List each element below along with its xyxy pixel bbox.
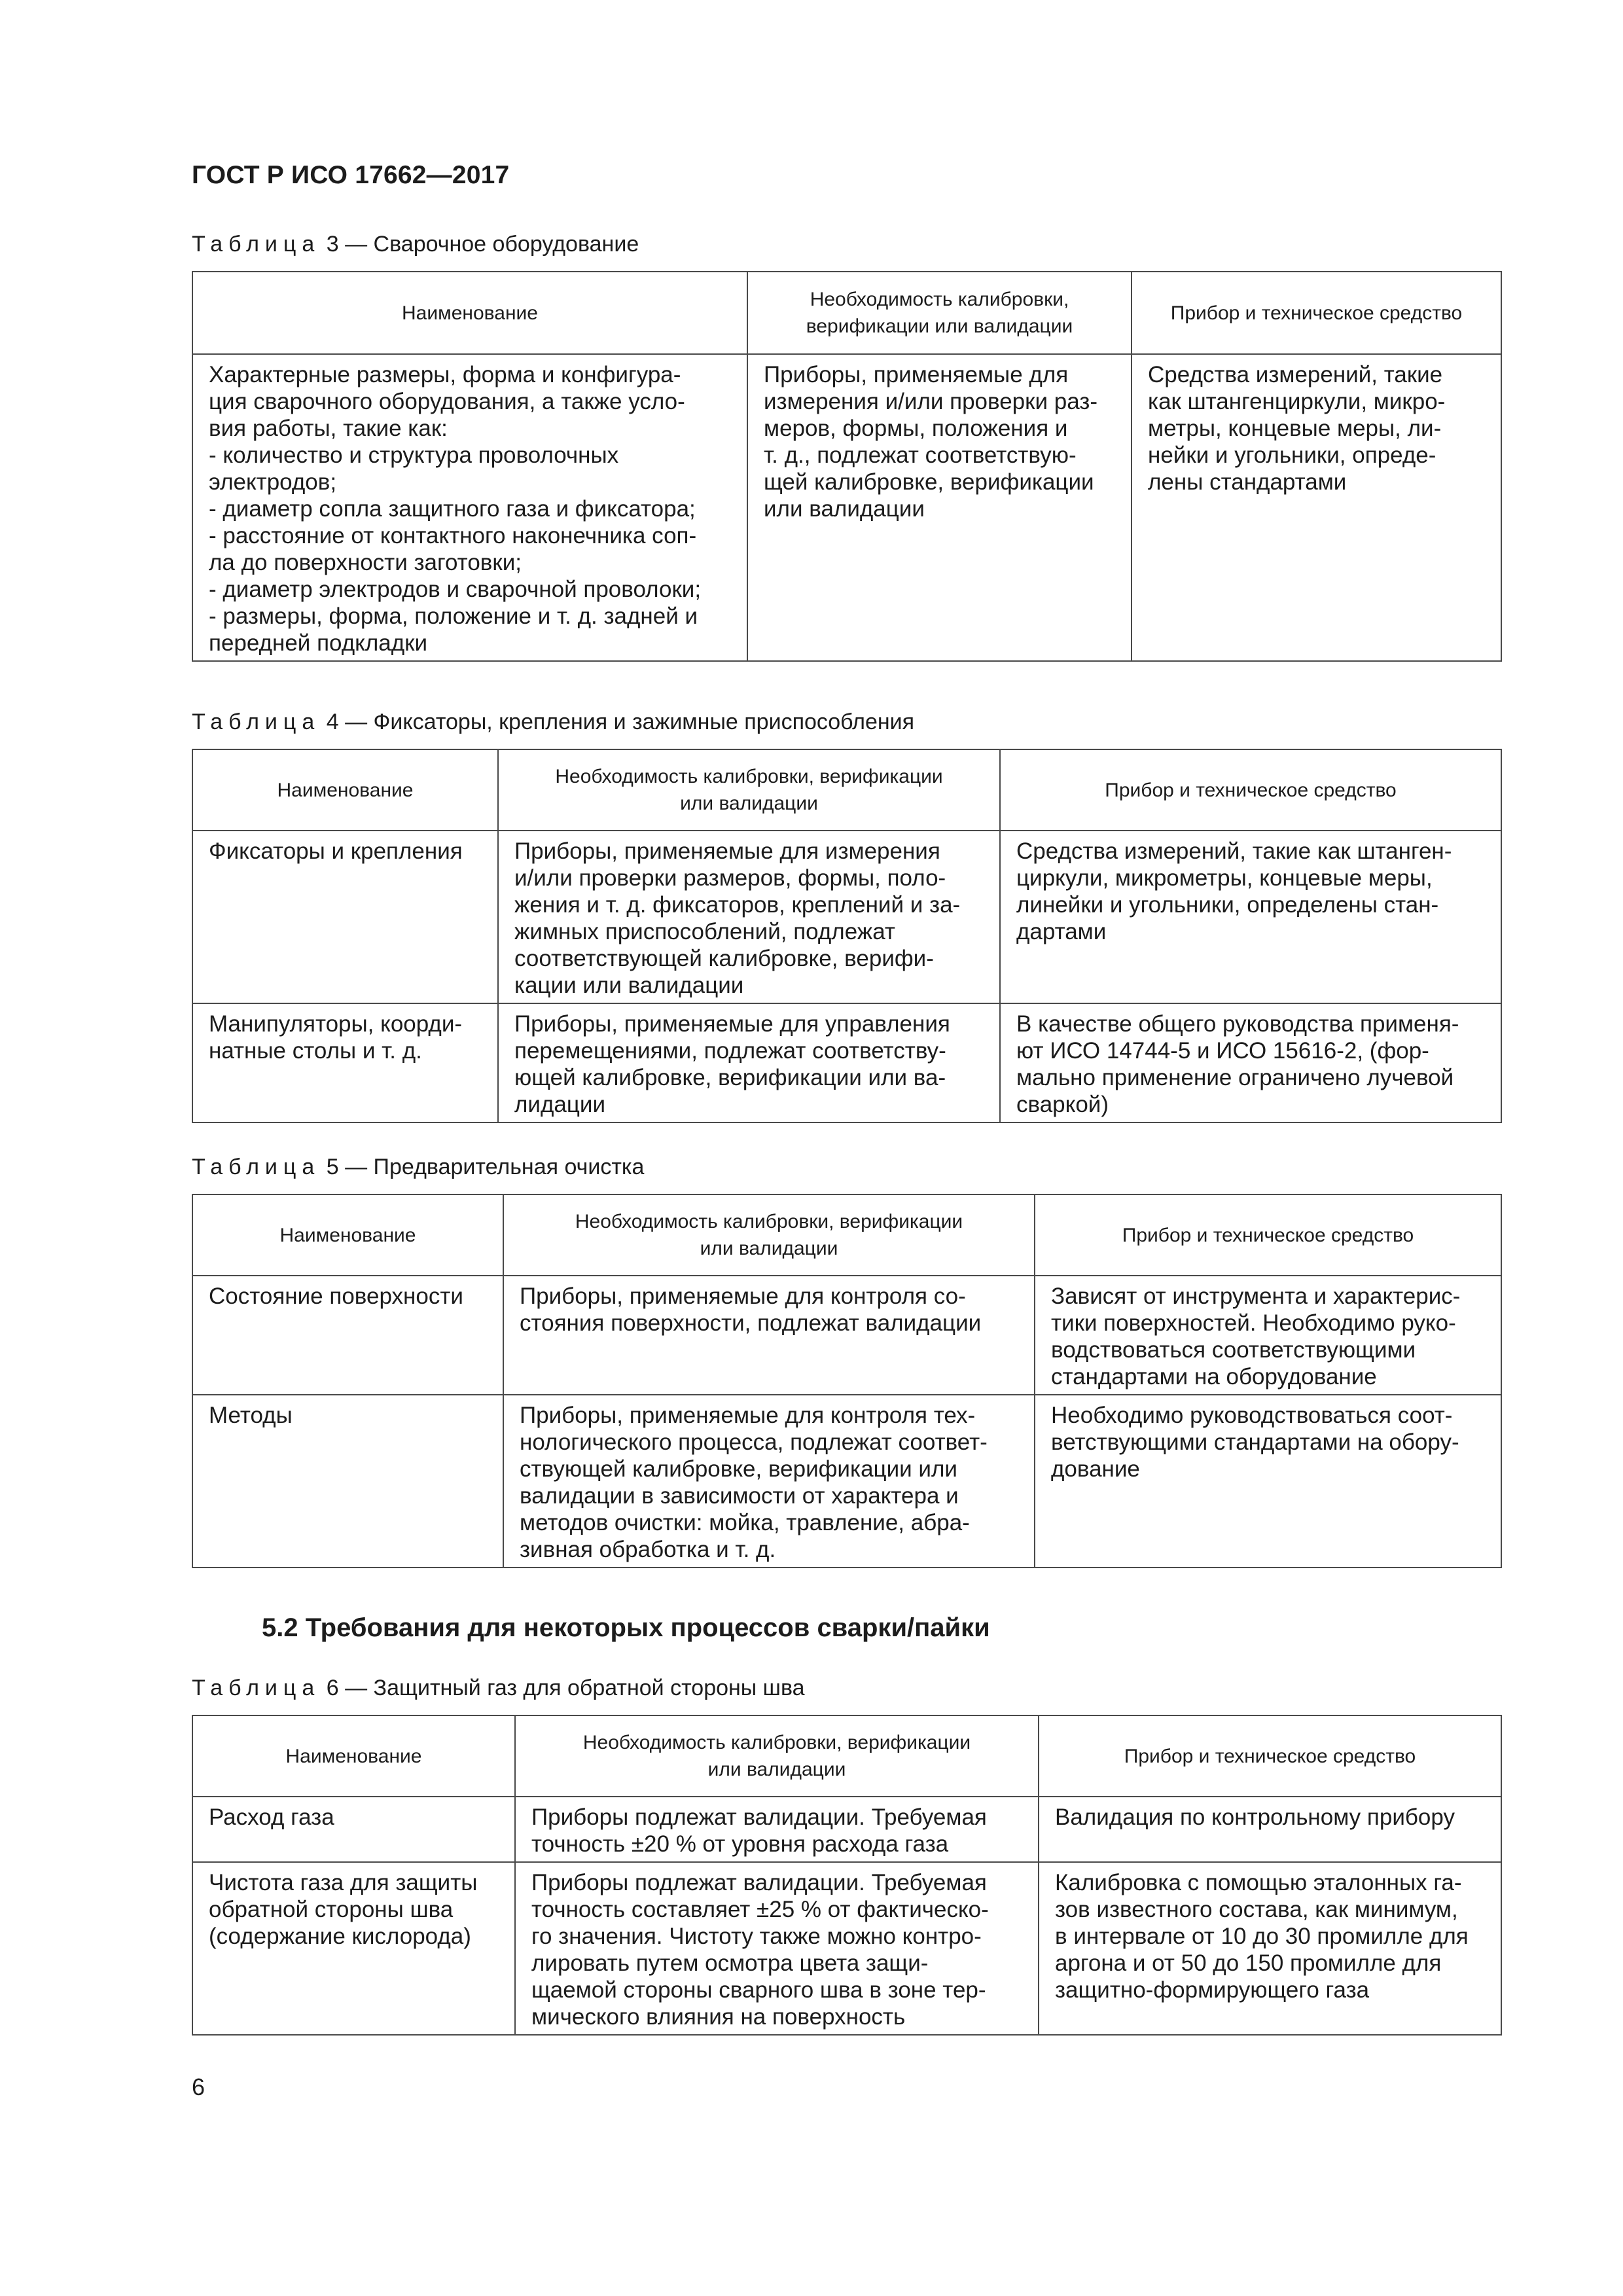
cell-text-line: - расстояние от контактного наконечника соп- [209,523,697,548]
cell-text-line: ла до поверхности заготовки; [209,550,522,575]
cell-text-line: зов известного состава, как минимум, [1055,1897,1458,1922]
table-row [192,1797,1501,1862]
column-header [515,1715,1039,1797]
cell-text-line: го значения. Чистоту также можно контро- [531,1924,982,1949]
cell-text-line: щей калибровке, верификации [764,469,1094,495]
cell-text-line: Приборы, применяемые для [764,362,1069,387]
cell-text-line: в интервале от 10 до 30 промилле для [1055,1924,1469,1949]
cell-text-line: натные столы и т. д. [209,1038,422,1064]
cell-text-line: метры, концевые меры, ли- [1148,416,1442,441]
cell-text-line: Фиксаторы и крепления [209,838,463,864]
table-caption-word: Таблица [192,1155,321,1179]
cell-text-line: - диаметр сопла защитного газа и фиксатора; [209,496,696,522]
header-text-line: Наименование [277,779,414,801]
cell-text-line: тики поверхностей. Необходимо руко- [1051,1310,1456,1336]
header-text-line: Прибор и техническое средство [1124,1745,1416,1767]
cell-text-line: жимных приспособлений, подлежат [514,919,895,944]
table-row [192,1003,1501,1122]
cell-text-line: мического влияния на поверхность [531,2004,906,2030]
cell-text-line: и/или проверки размеров, формы, поло- [514,865,946,891]
column-header [192,1194,503,1276]
cell-text-line: мально применение ограничено лучевой [1016,1065,1454,1090]
table-caption-text: 3 — Сварочное оборудование [320,232,639,257]
cell-text-line: ция сварочного оборудования, а также усло- [209,389,685,414]
cell-text-line: измерения и/или проверки раз- [764,389,1097,414]
cell-text-line: лидации [514,1092,606,1117]
cell-text-line: дартами [1016,919,1107,944]
header-text-line: Необходимость калибровки, верификации [575,1211,963,1232]
cell-text-line: точность составляет ±25 % от фактическо- [531,1897,989,1922]
cell-text-line: нейки и угольники, опреде- [1148,442,1436,468]
table-cell [515,1862,1039,2035]
cell-text-line: методов очистки: мойка, травление, абра- [520,1510,970,1535]
cell-text-line: сваркой) [1016,1092,1109,1117]
cell-text-line: нологического процесса, подлежат соответ- [520,1429,988,1455]
cell-text-line: Зависят от инструмента и характерис- [1051,1283,1461,1309]
header-text-line: Необходимость калибровки, верификации [555,766,943,787]
table-cell [1035,1395,1501,1568]
cell-text-line: (содержание кислорода) [209,1924,471,1949]
table-row [192,1862,1501,2035]
column-header [1039,1715,1501,1797]
cell-text-line: Приборы, применяемые для контроля со- [520,1283,966,1309]
table-cell [1000,1003,1501,1122]
cell-text-line: стояния поверхности, подлежат валидации [520,1310,982,1336]
cell-text-line: валидации в зависимости от характера и [520,1483,959,1509]
cell-text-line: водствоваться соответствующими [1051,1337,1416,1363]
table-fixtures [192,749,1502,1123]
cell-text-line: перемещениями, подлежат соответству- [514,1038,946,1064]
cell-text-line: циркули, микрометры, концевые меры, [1016,865,1433,891]
header-text-line: верификации или валидации [806,315,1073,337]
column-header [1132,272,1501,354]
cell-text-line: ют ИСО 14744-5 и ИСО 15616-2, (фор- [1016,1038,1429,1064]
table-cell [192,1395,503,1568]
header-text-line: Наименование [279,1224,416,1246]
cell-text-line: вия работы, такие как: [209,416,448,441]
section-heading: 5.2 Требования для некоторых процессов сварки/пайки [262,1613,990,1642]
column-header [498,749,1000,831]
cell-text-line: соответствующей калибровке, верифи- [514,946,934,971]
cell-text-line: Манипуляторы, коорди- [209,1011,463,1037]
table-row [192,354,1501,661]
table-6-caption [192,1676,805,1701]
cell-text-line: В качестве общего руководства применя- [1016,1011,1459,1037]
table-4-caption [192,709,914,735]
cell-text-line: стандартами на оборудование [1051,1364,1377,1390]
table-cell [498,831,1000,1003]
cell-text-line: точность ±20 % от уровня расхода газа [531,1831,949,1857]
table-caption-text: 4 — Фиксаторы, крепления и зажимные приспособления [320,709,915,734]
table-cell [192,1003,498,1122]
standard-title: ГОСТ Р ИСО 17662—2017 [192,161,510,189]
table-caption-word: Таблица [192,232,321,257]
table-row [192,1395,1501,1568]
cell-text-line: Приборы, применяемые для измерения [514,838,940,864]
cell-text-line: кации или валидации [514,973,744,998]
table-cell [503,1276,1035,1395]
cell-text-line: Средства измерений, такие [1148,362,1443,387]
column-header [1035,1194,1501,1276]
table-caption-text: 6 — Защитный газ для обратной стороны шва [320,1676,805,1700]
cell-text-line: как штангенциркули, микро- [1148,389,1446,414]
cell-text-line: Приборы, применяемые для управления [514,1011,950,1037]
cell-text-line: - размеры, форма, положение и т. д. задней и [209,603,698,629]
table-caption-word: Таблица [192,1676,321,1700]
cell-text-line: аргона и от 50 до 150 промилле для [1055,1950,1442,1976]
cell-text-line: передней подкладки [209,630,428,656]
table-cell [192,1797,515,1862]
table-welding-equipment [192,271,1502,662]
table-cell [1035,1276,1501,1395]
header-text-line: или валидации [700,1238,838,1259]
cell-text-line: лировать путем осмотра цвета защи- [531,1950,929,1976]
table-cell [1039,1862,1501,2035]
column-header [192,272,747,354]
table-5-caption [192,1155,644,1180]
header-text-line: Необходимость калибровки, [810,289,1069,310]
column-header [1000,749,1501,831]
table-3-caption [192,232,639,257]
cell-text-line: защитно-формирующего газа [1055,1977,1370,2003]
table-cell [192,354,747,661]
cell-text-line: линейки и угольники, определены стан- [1016,892,1439,918]
cell-text-line: дование [1051,1456,1140,1482]
header-text-line: Прибор и техническое средство [1105,779,1397,801]
table-cell [747,354,1132,661]
table-row [192,1276,1501,1395]
table-cell [515,1797,1039,1862]
table-cell [192,1276,503,1395]
table-precleaning [192,1194,1502,1568]
cell-text-line: Методы [209,1403,293,1428]
table-backing-gas [192,1715,1502,2036]
table-cell [503,1395,1035,1568]
cell-text-line: Расход газа [209,1804,334,1830]
table-cell [192,831,498,1003]
cell-text-line: зивная обработка и т. д. [520,1537,776,1562]
cell-text-line: Необходимо руководствоваться соот- [1051,1403,1453,1428]
column-header [192,749,498,831]
cell-text-line: Приборы, применяемые для контроля тех- [520,1403,976,1428]
cell-text-line: т. д., подлежат соответствую- [764,442,1077,468]
cell-text-line: лены стандартами [1148,469,1347,495]
cell-text-line: Средства измерений, такие как штанген- [1016,838,1452,864]
table-row [192,831,1501,1003]
cell-text-line: Характерные размеры, форма и конфигура- [209,362,681,387]
header-text-line: Наименование [285,1745,422,1767]
header-text-line: или валидации [707,1759,846,1780]
header-text-line: или валидации [680,793,818,814]
cell-text-line: меров, формы, положения и [764,416,1068,441]
cell-text-line: Валидация по контрольному прибору [1055,1804,1455,1830]
header-text-line: Необходимость калибровки, верификации [582,1732,971,1753]
column-header [503,1194,1035,1276]
table-cell [1000,831,1501,1003]
table-cell [192,1862,515,2035]
table-cell [1132,354,1501,661]
header-text-line: Наименование [402,302,538,324]
header-text-line: Прибор и техническое средство [1122,1224,1414,1246]
cell-text-line: обратной стороны шва [209,1897,454,1922]
table-caption-text: 5 — Предварительная очистка [320,1155,645,1179]
table-cell [498,1003,1000,1122]
cell-text-line: ветствующими стандартами на обору- [1051,1429,1459,1455]
table-cell [1039,1797,1501,1862]
cell-text-line: Чистота газа для защиты [209,1870,478,1895]
cell-text-line: щаемой стороны сварного шва в зоне тер- [531,1977,986,2003]
page-number: 6 [192,2073,205,2100]
cell-text-line: или валидации [764,496,925,522]
table-caption-word: Таблица [192,709,321,734]
cell-text-line: электродов; [209,469,337,495]
cell-text-line: жения и т. д. фиксаторов, креплений и за- [514,892,961,918]
cell-text-line: ствующей калибровке, верификации или [520,1456,957,1482]
column-header [747,272,1132,354]
cell-text-line: Состояние поверхности [209,1283,463,1309]
cell-text-line: - диаметр электродов и сварочной проволоки; [209,577,702,602]
header-text-line: Прибор и техническое средство [1170,302,1463,324]
cell-text-line: - количество и структура проволочных [209,442,619,468]
cell-text-line: Калибровка с помощью эталонных га- [1055,1870,1462,1895]
cell-text-line: ющей калибровке, верификации или ва- [514,1065,946,1090]
column-header [192,1715,515,1797]
cell-text-line: Приборы подлежат валидации. Требуемая [531,1870,987,1895]
cell-text-line: Приборы подлежат валидации. Требуемая [531,1804,987,1830]
